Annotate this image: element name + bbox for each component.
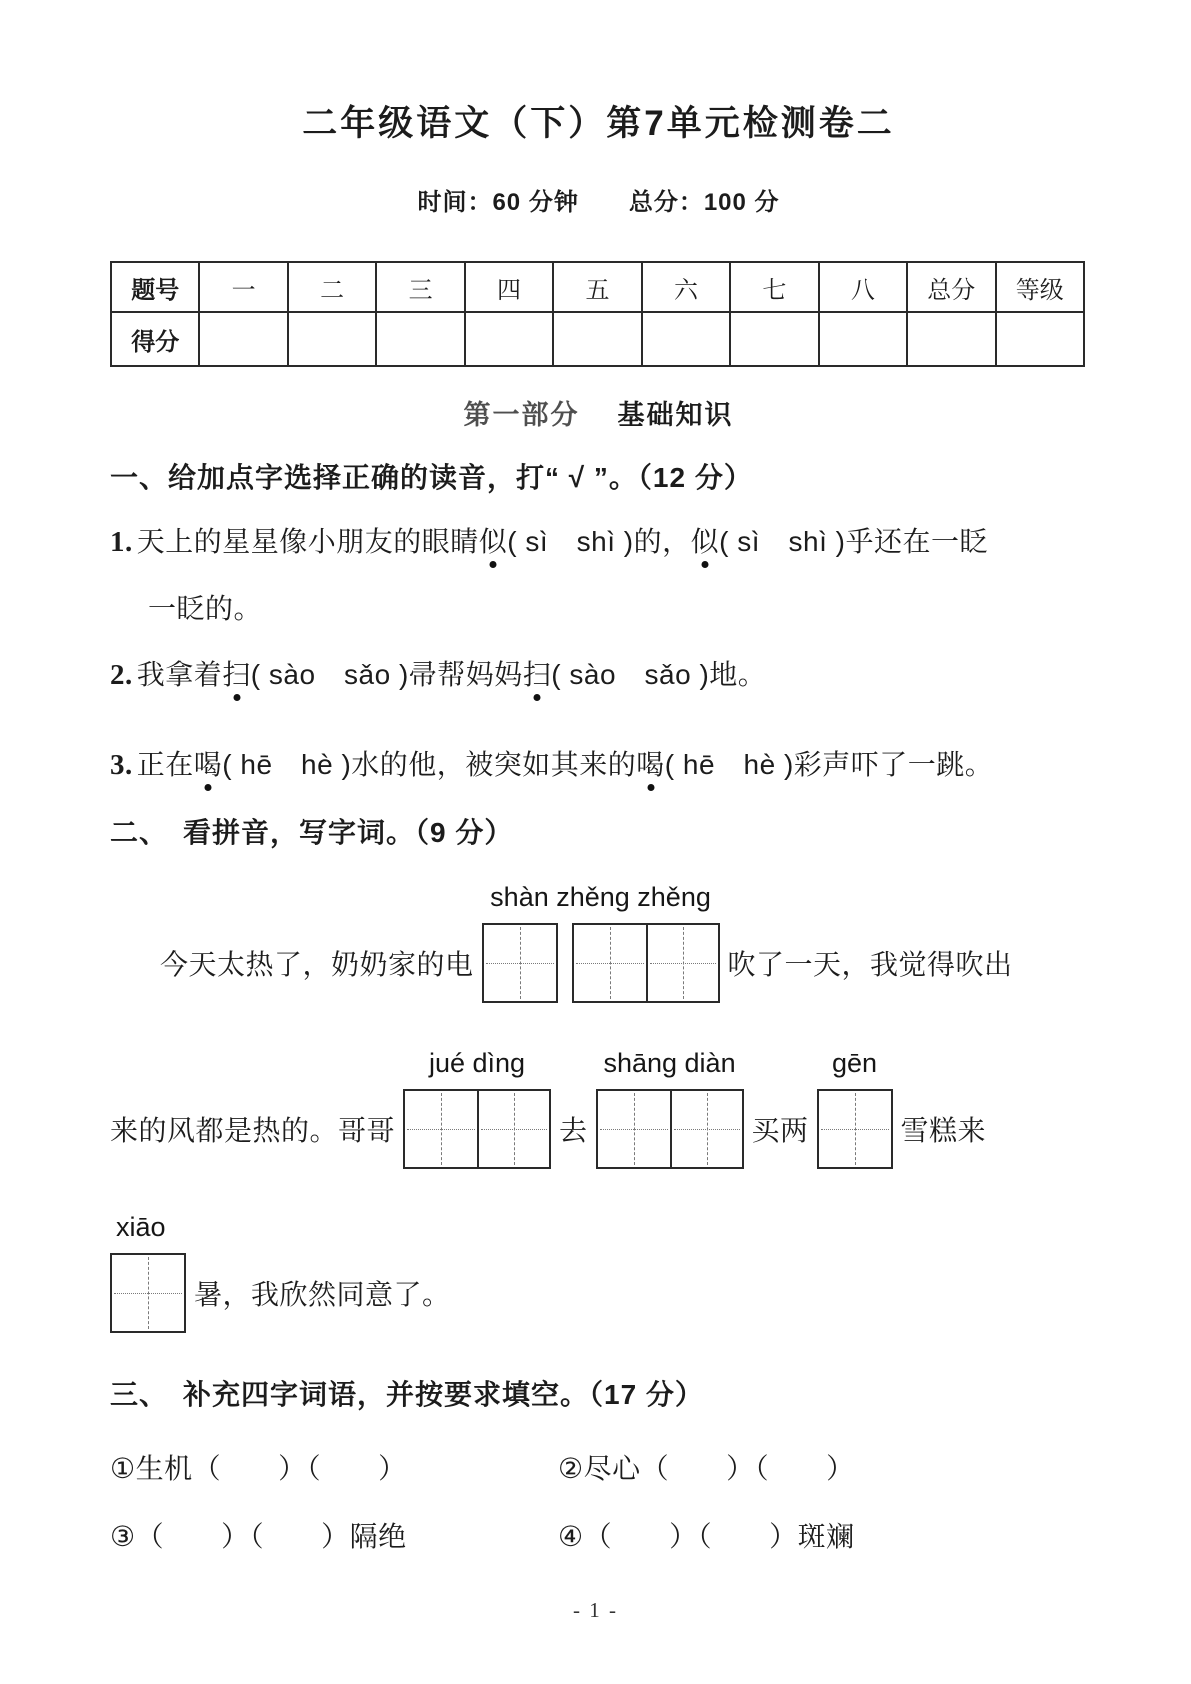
row1-text-after: 吹了一天，我觉得吹出 [727,949,1013,980]
q2-text: 我拿着 [136,659,223,690]
grid-cell [598,1091,670,1167]
score-table-qnum-label: 题号 [111,262,199,312]
question-3-line [110,745,1087,785]
writing-box-group-shangdian [596,1048,744,1169]
score-cell [996,312,1084,366]
row2-text-before: 来的风都是热的。哥哥 [110,1115,396,1146]
grid-cell [477,1091,549,1167]
grid-cell [484,925,556,1001]
q1-dotted-char: 似 [478,526,508,557]
q3-text: ( hē hè )水的他，被突如其来的 [222,749,637,780]
page-title: 二年级语文（下）第7单元检测卷二 [302,104,895,143]
part1-title: 基础知识 [617,400,734,430]
score-table-col: 六 [642,262,730,312]
section3-heading: 三、 补充四字词语，并按要求填空。（17 分） [110,1379,704,1410]
idiom-item-2: ②尽心（ ）（ ） [558,1453,855,1484]
score-table-col: 二 [288,262,376,312]
q1-text: ( sì shì )的， [507,526,691,557]
score-cell [288,312,376,366]
part1-name: 第一部分 [463,400,580,430]
grid-cell [646,925,718,1001]
q1-dotted-char: 似 [690,526,720,557]
q2-text: ( sào sǎo )帚帮妈妈 [250,659,523,690]
score-table-score-row [111,312,1084,366]
grid-cell [670,1091,742,1167]
score-table-header-row [111,262,1084,312]
score-cell [376,312,464,366]
idiom-item-3: ③（ ）（ ）隔绝 [110,1521,407,1552]
pinyin-label-gen: gēn [832,1048,878,1078]
q1-text: ( sì shì )乎还在一眨 [719,526,988,557]
pinyin-label-shan-zhengzheng: shàn zhěng zhěng [490,882,711,912]
pinyin-label-jueding: jué dìng [428,1048,526,1078]
writing-grid-2-cell [596,1089,744,1169]
score-table-col: 五 [553,262,641,312]
score-table-col: 一 [199,262,287,312]
section1-heading: 一、给加点字选择正确的读音，打“ √ ”。（12 分） [110,462,753,493]
score-cell [553,312,641,366]
row2-text-after: 雪糕来 [900,1115,987,1146]
q2-text: ( sào sǎo )地。 [551,659,767,690]
score-cell [907,312,995,366]
section2-heading: 二、 看拼音，写字词。（9 分） [110,817,514,848]
writing-grid-1-cell [482,923,558,1003]
exam-info: 时间：60 分钟 总分：100 分 [417,189,780,216]
score-table-col: 四 [465,262,553,312]
score-cell [465,312,553,366]
pinyin-fill-row-2 [110,1048,1087,1169]
question-1-line-2: 一眨的。 [148,593,263,624]
score-table-col: 三 [376,262,464,312]
score-cell [819,312,907,366]
q2-dotted-char: 扫 [522,659,552,690]
pinyin-fill-row-3 [110,1212,1087,1333]
score-table-col: 总分 [907,262,995,312]
score-table [110,261,1085,367]
row3-text-after: 暑，我欣然同意了。 [194,1279,451,1310]
idiom-item-4: ④（ ）（ ）斑斓 [558,1521,855,1552]
writing-grid-2-cell [572,923,720,1003]
writing-grid-1-cell [110,1253,186,1333]
writing-box-group-xiao [110,1212,186,1333]
question-2-number: 2. [110,659,133,691]
writing-box-group-jueding [403,1048,551,1169]
question-1-number: 1. [110,526,133,558]
pinyin-label-xiao: xiāo [116,1212,166,1242]
score-table-score-label: 得分 [111,312,199,366]
grid-cell [574,925,646,1001]
score-table-col: 八 [819,262,907,312]
page-number: - 1 - [573,1598,618,1622]
writing-grid-2-cell [403,1089,551,1169]
q2-dotted-char: 扫 [222,659,251,690]
score-table-col: 七 [730,262,818,312]
grid-cell [112,1255,184,1331]
part1-heading [110,393,1087,432]
pinyin-fill-row-1 [110,882,1087,1003]
score-cell [730,312,818,366]
pinyin-label-shangdian: shāng diàn [603,1048,736,1078]
idiom-blanks-grid [110,1413,1087,1555]
grid-cell [405,1091,477,1167]
q3-text: 正在 [136,749,194,780]
row2-text-mid2: 买两 [751,1115,809,1146]
question-3-number: 3. [110,749,133,781]
q3-dotted-char: 喝 [193,749,223,780]
q3-dotted-char: 喝 [636,749,665,780]
writing-box-group-shan-zhengzheng [482,882,720,1003]
q1-text: 天上的星星像小朋友的眼睛 [136,526,479,557]
score-cell [642,312,730,366]
writing-grid-1-cell [817,1089,893,1169]
score-table-col: 等级 [996,262,1084,312]
row2-text-mid1: 去 [559,1115,588,1146]
question-2-line [110,655,1087,695]
grid-cell [819,1091,891,1167]
question-1-line-1 [110,522,1087,562]
score-cell [199,312,287,366]
row1-text-before: 今天太热了，奶奶家的电 [160,949,474,980]
writing-box-group-gen [817,1048,893,1169]
idiom-item-1: ①生机（ ）（ ） [110,1453,407,1484]
q3-text: ( hē hè )彩声吓了一跳。 [664,749,994,780]
